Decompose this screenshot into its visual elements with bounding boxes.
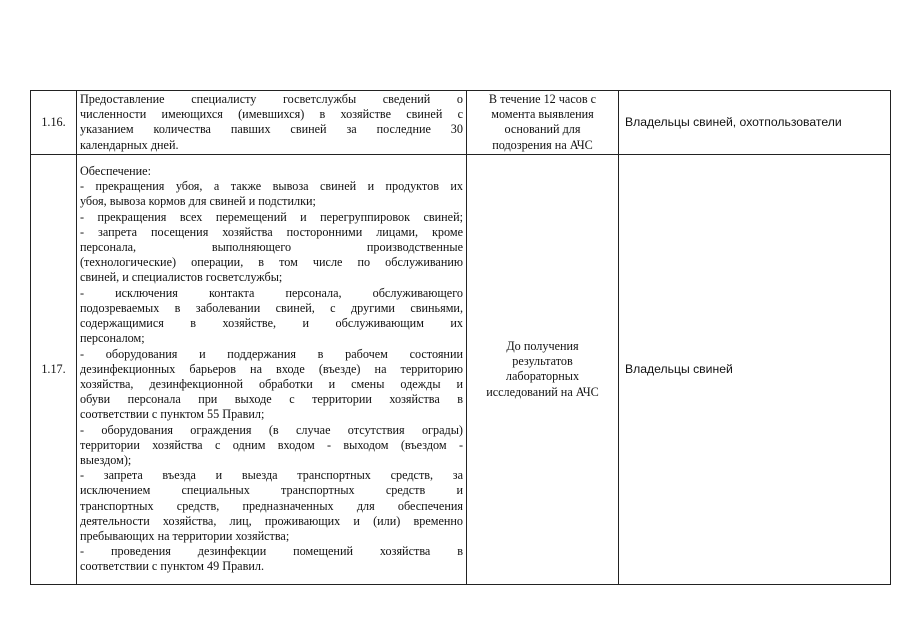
description-line: - проведения дезинфекции помещений хозяйства в — [80, 544, 463, 559]
description-line: убоя, вывоза кормов для свиней и подстилки; — [80, 194, 316, 209]
measure-description — [77, 91, 467, 155]
description-line: дезинфекционных барьеров на входе (въезде) на территорию — [80, 361, 463, 376]
description-line: пребывающих на территории хозяйства; — [80, 528, 290, 543]
measure-description — [77, 154, 467, 584]
description-line: свиней, и специалистов госветслужбы; — [80, 270, 283, 285]
description-line: подозреваемых в заболевании свиней, с другими свиньями, — [80, 300, 463, 315]
description-line: персонала, выполняющего производственные — [80, 240, 463, 255]
table-row — [31, 154, 891, 584]
deadline-line: До получения — [506, 338, 579, 353]
deadline-line: лабораторных — [505, 369, 580, 384]
description-line: соответствии с пунктом 55 Правил; — [80, 407, 265, 422]
description-line: календарных дней. — [80, 137, 179, 152]
description-line: территории хозяйства с одним входом - выходом (въездом - — [80, 437, 463, 452]
description-line: - запрета посещения хозяйства посторонними лицами, кроме — [80, 224, 463, 239]
deadline-line: В течение 12 часов с — [488, 92, 597, 106]
deadline-line: оснований для — [504, 122, 581, 137]
description-line: численности имеющихся (имевшихся) в хозяйстве свиней с — [80, 107, 463, 122]
responsible-cell: Владельцы свиней — [619, 154, 891, 584]
description-line: хозяйства, дезинфекционной обработки и смены одежды и — [80, 376, 463, 391]
responsible-cell: Владельцы свиней, охотпользователи — [619, 91, 891, 155]
description-line: деятельности хозяйства, лиц, проживающих и (или) временно — [80, 513, 463, 528]
deadline-line: момента выявления — [491, 107, 594, 122]
description-line: обуви персонала при выходе с территории хозяйства в — [80, 392, 463, 407]
description-line: - исключения контакта персонала, обслуживающего — [80, 285, 463, 300]
description-line: персоналом; — [80, 331, 145, 346]
description-line: - запрета въезда и выезда транспортных средств, за — [80, 468, 463, 483]
deadline-cell — [467, 154, 619, 584]
description-line: - оборудования и поддержания в рабочем состоянии — [80, 346, 463, 361]
deadline-line: подозрения на АЧС — [492, 137, 593, 152]
description-line: соответствии с пунктом 49 Правил. — [80, 559, 264, 574]
description-line: указанием количества павших свиней за последние 30 — [80, 122, 463, 137]
deadline-line: результатов — [512, 354, 573, 369]
row-number: 1.17. — [31, 154, 77, 584]
description-line: (технологические) операции, в том числе по обслуживанию — [80, 255, 463, 270]
measures-table — [30, 90, 891, 585]
description-line: - прекращения всех перемещений и перегруппировок свиней; — [80, 209, 463, 224]
description-line: - оборудования ограждения (в случае отсутствия ограды) — [80, 422, 463, 437]
row-number: 1.16. — [31, 91, 77, 155]
deadline-cell — [467, 91, 619, 155]
table-row — [31, 91, 891, 155]
description-line: - прекращения убоя, а также вывоза свиней и продуктов их — [80, 179, 463, 194]
description-line: транспортных средств, предназначенных для обеспечения — [80, 498, 463, 513]
description-line: исключением специальных транспортных средств и — [80, 483, 463, 498]
description-line: содержащимися в хозяйстве, и обслуживающим их — [80, 316, 463, 331]
description-line: Обеспечение: — [80, 164, 151, 179]
description-line: Предоставление специалисту госветслужбы сведений о — [80, 92, 463, 106]
deadline-line: исследований на АЧС — [486, 384, 599, 399]
description-line: выездом); — [80, 452, 132, 467]
